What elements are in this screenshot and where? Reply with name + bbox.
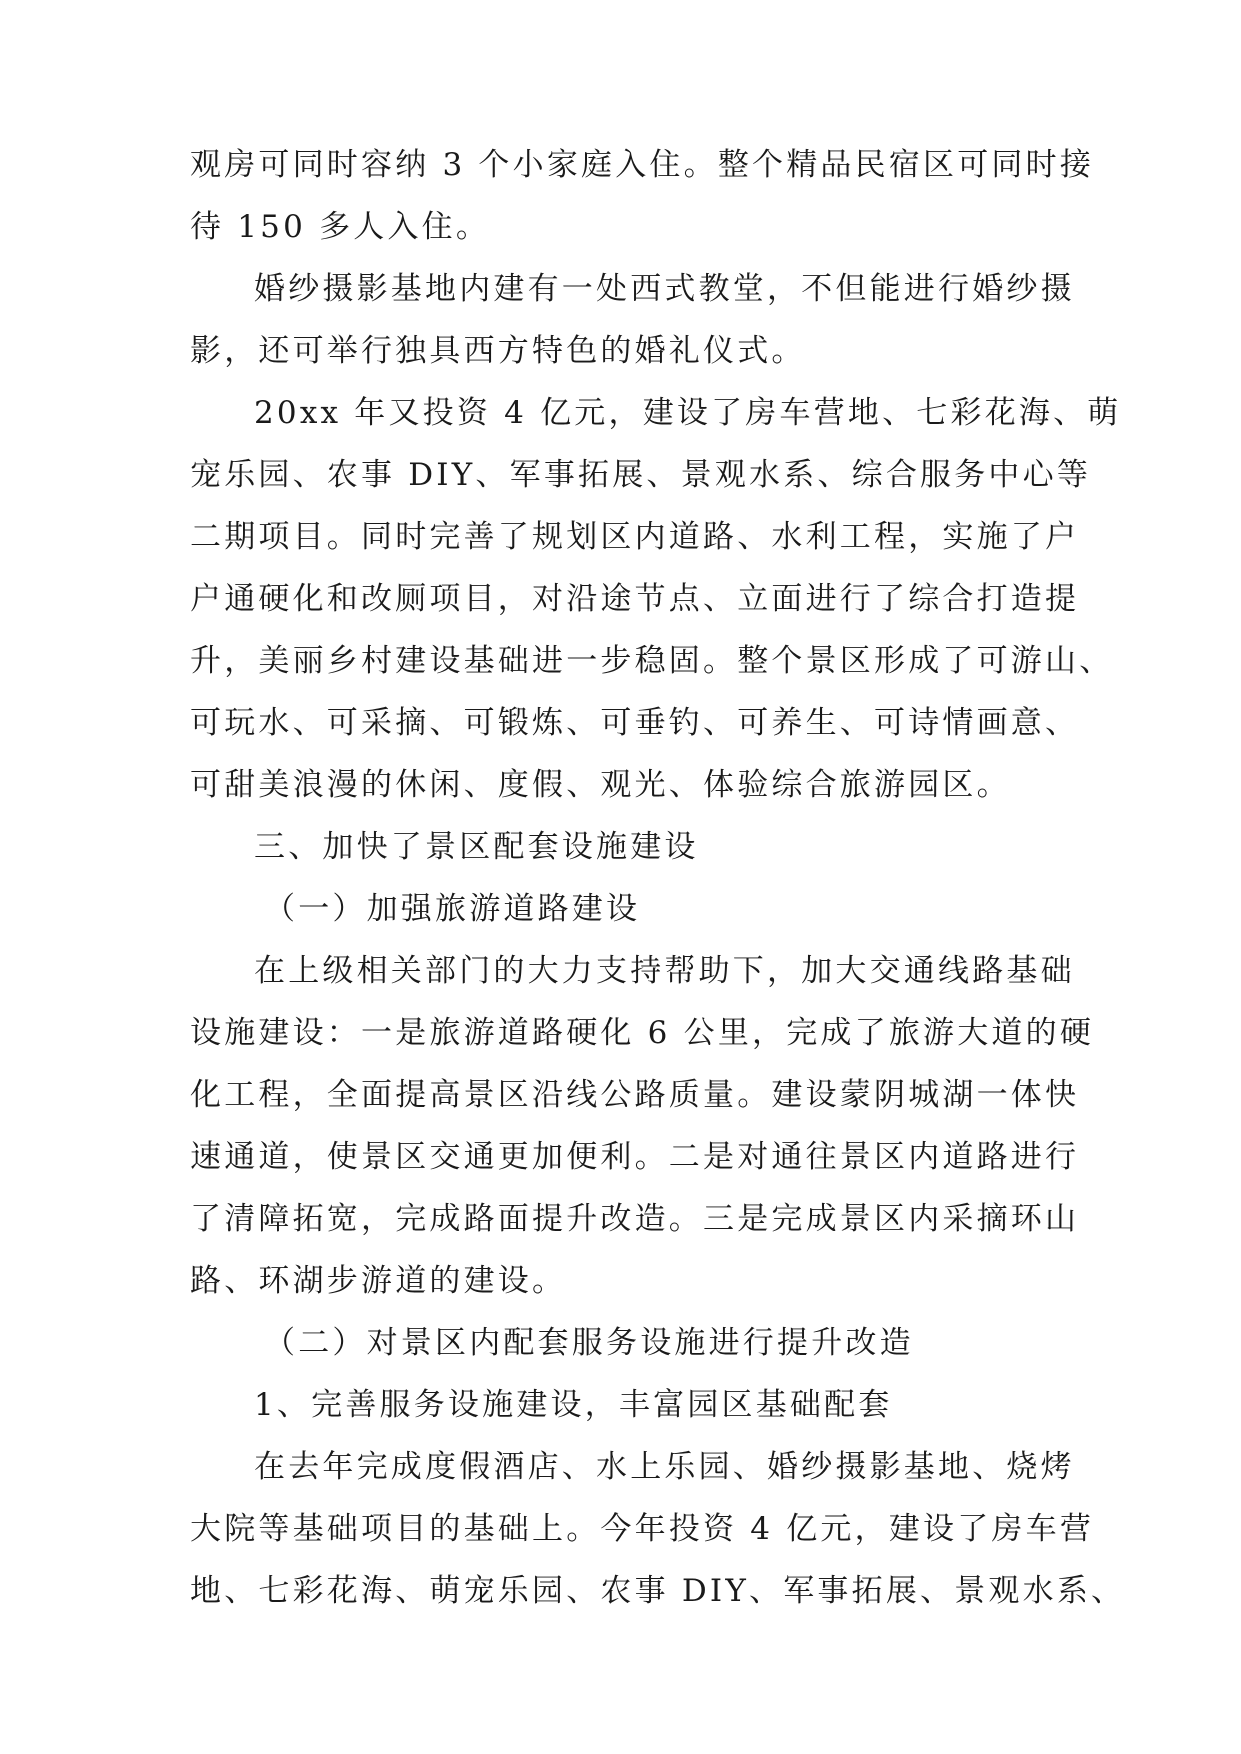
paragraph-line: 在去年完成度假酒店、水上乐园、婚纱摄影基地、烧烤 bbox=[254, 1449, 1075, 1485]
paragraph-line: 地、七彩花海、萌宠乐园、农事 DIY、军事拓展、景观水系、 bbox=[190, 1573, 1126, 1609]
paragraph-line: 观房可同时容纳 3 个小家庭入住。整个精品民宿区可同时接 bbox=[190, 147, 1095, 183]
paragraph-line: 大院等基础项目的基础上。今年投资 4 亿元，建设了房车营 bbox=[190, 1511, 1095, 1547]
paragraph-line: 待 150 多人入住。 bbox=[190, 209, 491, 245]
paragraph-line: 路、环湖步游道的建设。 bbox=[190, 1263, 567, 1299]
paragraph-line: 宠乐园、农事 DIY、军事拓展、景观水系、综合服务中心等 bbox=[190, 457, 1092, 493]
paragraph-line: 化工程，全面提高景区沿线公路质量。建设蒙阴城湖一体快 bbox=[190, 1077, 1080, 1113]
section-heading: 三、加快了景区配套设施建设 bbox=[254, 829, 699, 865]
paragraph-line: 影，还可举行独具西方特色的婚礼仪式。 bbox=[190, 333, 806, 369]
paragraph-line: 20xx 年又投资 4 亿元，建设了房车营地、七彩花海、萌 bbox=[254, 395, 1122, 431]
subsection-heading: （一）加强旅游道路建设 bbox=[264, 891, 641, 927]
paragraph-line: 婚纱摄影基地内建有一处西式教堂，不但能进行婚纱摄 bbox=[254, 271, 1075, 307]
subsection-heading: （二）对景区内配套服务设施进行提升改造 bbox=[264, 1325, 914, 1361]
paragraph-line: 设施建设：一是旅游道路硬化 6 公里，完成了旅游大道的硬 bbox=[190, 1015, 1095, 1051]
paragraph-line: 在上级相关部门的大力支持帮助下，加大交通线路基础 bbox=[254, 953, 1075, 989]
paragraph-line: 升，美丽乡村建设基础进一步稳固。整个景区形成了可游山、 bbox=[190, 643, 1114, 679]
numbered-heading: 1、完善服务设施建设，丰富园区基础配套 bbox=[254, 1387, 893, 1423]
paragraph-line: 可玩水、可采摘、可锻炼、可垂钓、可养生、可诗情画意、 bbox=[190, 705, 1080, 741]
paragraph-line: 速通道，使景区交通更加便利。二是对通往景区内道路进行 bbox=[190, 1139, 1080, 1175]
paragraph-line: 了清障拓宽，完成路面提升改造。三是完成景区内采摘环山 bbox=[190, 1201, 1080, 1237]
paragraph-line: 二期项目。同时完善了规划区内道路、水利工程，实施了户 bbox=[190, 519, 1080, 555]
paragraph-line: 可甜美浪漫的休闲、度假、观光、体验综合旅游园区。 bbox=[190, 767, 1011, 803]
paragraph-line: 户通硬化和改厕项目，对沿途节点、立面进行了综合打造提 bbox=[190, 581, 1080, 617]
